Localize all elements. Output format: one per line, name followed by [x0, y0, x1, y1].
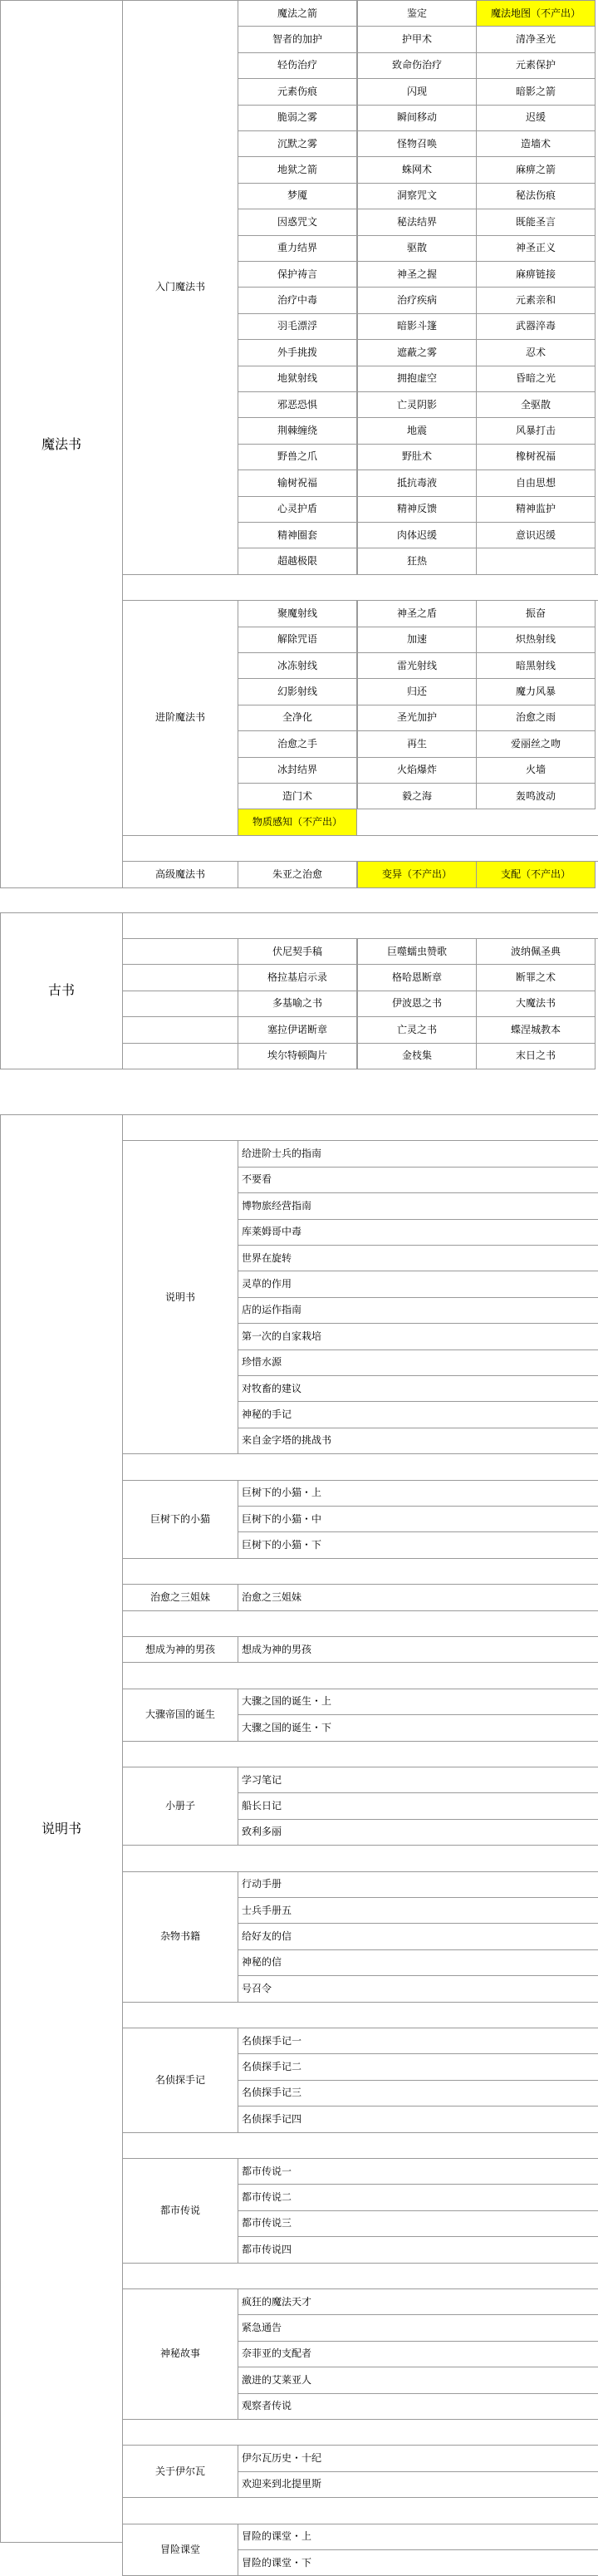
manual-item[interactable]: 疯狂的魔法天才 — [238, 2288, 598, 2315]
spell-cell[interactable]: 亡灵阴影 — [357, 391, 477, 418]
category-label[interactable]: 巨树下的小猫 — [122, 1480, 238, 1559]
spell-cell[interactable]: 造墙术 — [476, 130, 596, 157]
spell-cell[interactable]: 治愈之雨 — [476, 705, 596, 731]
spell-cell[interactable]: 火焰爆炸 — [357, 757, 477, 784]
spell-cell[interactable]: 风暴打击 — [476, 417, 596, 444]
spell-cell[interactable]: 火墙 — [476, 757, 596, 784]
spacer-row[interactable] — [122, 1662, 598, 1689]
manual-item[interactable]: 大骤之国的诞生・上 — [238, 1689, 598, 1715]
spell-cell[interactable]: 野肚术 — [357, 444, 477, 470]
book-cell[interactable]: 亡灵之书 — [357, 1016, 477, 1043]
category-label[interactable]: 小册子 — [122, 1767, 238, 1846]
book-cell[interactable]: 伏尼契手稿 — [238, 938, 357, 965]
spell-cell[interactable]: 毅之海 — [357, 783, 477, 809]
book-cell[interactable]: 蝶涅城教本 — [476, 1016, 596, 1043]
manual-item[interactable]: 名侦探手记三 — [238, 2080, 598, 2107]
spell-cell[interactable]: 暗影之箭 — [476, 78, 596, 105]
spacer-row[interactable] — [122, 2263, 598, 2289]
book-cell[interactable]: 波纳佩圣典 — [476, 938, 596, 965]
spell-cell[interactable]: 神圣正义 — [476, 235, 596, 262]
manual-item[interactable]: 不要看 — [238, 1167, 598, 1193]
category-label[interactable]: 进阶魔法书 — [122, 600, 238, 836]
manual-item[interactable]: 神秘的手记 — [238, 1401, 598, 1428]
spell-cell[interactable]: 麻痹之箭 — [476, 156, 596, 183]
manual-item[interactable]: 号召令 — [238, 1975, 598, 2002]
spell-cell[interactable]: 武器淬毒 — [476, 313, 596, 340]
book-cell[interactable]: 断罪之术 — [476, 964, 596, 991]
spacer-row[interactable] — [122, 2497, 598, 2524]
manual-item[interactable]: 来自金字塔的挑战书 — [238, 1428, 598, 1454]
manual-item[interactable]: 博物旅经营指南 — [238, 1192, 598, 1219]
spell-cell[interactable]: 既能圣言 — [476, 209, 596, 235]
manual-item[interactable]: 店的运作指南 — [238, 1297, 598, 1324]
manual-item[interactable]: 冒险的课堂・上 — [238, 2524, 598, 2550]
manual-item[interactable]: 学习笔记 — [238, 1767, 598, 1793]
spell-cell[interactable]: 驱散 — [357, 235, 477, 262]
book-cell[interactable]: 多基喻之书 — [238, 991, 357, 1017]
spell-cell[interactable]: 物质感知（不产出） — [238, 809, 357, 835]
category-label[interactable]: 入门魔法书 — [122, 0, 238, 575]
manual-item[interactable]: 行动手册 — [238, 1871, 598, 1898]
blank-cell[interactable] — [122, 991, 238, 1017]
spell-cell[interactable]: 全净化 — [238, 705, 357, 731]
manual-item[interactable]: 伊尔瓦历史・十纪 — [238, 2445, 598, 2471]
spell-cell[interactable]: 抵抗毒液 — [357, 469, 477, 496]
manual-item[interactable]: 巨树下的小猫・中 — [238, 1506, 598, 1532]
category-label[interactable]: 神秘故事 — [122, 2288, 238, 2420]
manual-item[interactable]: 巨树下的小猫・上 — [238, 1480, 598, 1507]
spell-cell[interactable]: 忍术 — [476, 339, 596, 366]
spell-cell[interactable]: 变异（不产出） — [357, 861, 477, 887]
spell-cell[interactable]: 超越极限 — [238, 548, 357, 574]
manual-item[interactable]: 观察者传说 — [238, 2393, 598, 2420]
spell-cell[interactable]: 振奋 — [476, 600, 596, 627]
book-cell[interactable]: 金枝集 — [357, 1043, 477, 1069]
spell-cell[interactable]: 迟缓 — [476, 105, 596, 131]
category-label[interactable]: 名侦探手记 — [122, 2028, 238, 2133]
manual-item[interactable]: 致利多丽 — [238, 1819, 598, 1846]
manual-item[interactable]: 给好友的信 — [238, 1923, 598, 1949]
spell-cell[interactable]: 加速 — [357, 627, 477, 653]
spell-cell[interactable]: 脆弱之雾 — [238, 105, 357, 131]
spell-cell[interactable]: 智者的加护 — [238, 26, 357, 52]
manual-item[interactable]: 第一次的自家栽培 — [238, 1323, 598, 1349]
section-label[interactable]: 魔法书 — [0, 0, 123, 888]
spell-cell[interactable]: 精神监护 — [476, 496, 596, 523]
spell-cell[interactable]: 因惑咒文 — [238, 209, 357, 235]
manual-item[interactable]: 激进的艾莱亚人 — [238, 2367, 598, 2393]
book-cell[interactable]: 格哈恩断章 — [357, 964, 477, 991]
manual-item[interactable]: 给进阶士兵的指南 — [238, 1140, 598, 1167]
manual-item[interactable]: 名侦探手记二 — [238, 2053, 598, 2080]
spell-cell[interactable]: 邪恶恐惧 — [238, 391, 357, 418]
spell-cell[interactable]: 自由思想 — [476, 469, 596, 496]
manual-item[interactable]: 珍惜水源 — [238, 1349, 598, 1376]
spell-cell[interactable]: 解除咒语 — [238, 627, 357, 653]
spell-cell[interactable]: 重力结界 — [238, 235, 357, 262]
spell-cell[interactable]: 输树祝福 — [238, 469, 357, 496]
spell-cell[interactable]: 治愈之手 — [238, 730, 357, 757]
manual-item[interactable]: 船长日记 — [238, 1792, 598, 1819]
spacer-row[interactable] — [122, 2002, 598, 2028]
spell-cell[interactable]: 秘法伤痕 — [476, 183, 596, 209]
spell-cell[interactable]: 全驱散 — [476, 391, 596, 418]
spacer-row[interactable] — [122, 1453, 598, 1480]
spell-cell[interactable]: 秘法结界 — [357, 209, 477, 235]
spell-cell[interactable]: 暗黑射线 — [476, 652, 596, 679]
spell-cell[interactable]: 炽热射线 — [476, 627, 596, 653]
spell-cell[interactable]: 羽毛漂浮 — [238, 313, 357, 340]
spell-cell[interactable]: 造门术 — [238, 783, 357, 809]
book-cell[interactable]: 巨噬蠕虫赞歌 — [357, 938, 477, 965]
category-label[interactable]: 说明书 — [122, 1140, 238, 1454]
spell-cell[interactable]: 致命伤治疗 — [357, 52, 477, 79]
category-label[interactable]: 关于伊尔瓦 — [122, 2445, 238, 2498]
spell-cell[interactable]: 护甲术 — [357, 26, 477, 52]
spell-cell[interactable] — [476, 548, 596, 574]
spacer-row[interactable] — [122, 1114, 598, 1141]
spell-cell[interactable]: 麻痹链接 — [476, 261, 596, 288]
manual-item[interactable]: 都市传说一 — [238, 2158, 598, 2185]
spell-cell[interactable]: 地狱之箭 — [238, 156, 357, 183]
spell-cell[interactable]: 朱亚之治愈 — [238, 861, 357, 887]
book-cell[interactable]: 埃尔特顿陶片 — [238, 1043, 357, 1069]
blank-cell[interactable] — [122, 1016, 238, 1043]
category-label[interactable]: 高级魔法书 — [122, 861, 238, 887]
spell-cell[interactable]: 沉默之雾 — [238, 130, 357, 157]
spell-cell[interactable]: 支配（不产出） — [476, 861, 596, 887]
spell-cell[interactable]: 聚魔射线 — [238, 600, 357, 627]
spell-cell[interactable]: 橡树祝福 — [476, 444, 596, 470]
spacer-row[interactable] — [122, 1845, 598, 1871]
manual-item[interactable]: 世界在旋转 — [238, 1245, 598, 1271]
spell-cell[interactable]: 幻影射线 — [238, 678, 357, 705]
spell-cell[interactable]: 洞察咒文 — [357, 183, 477, 209]
spacer-row[interactable] — [122, 2419, 598, 2446]
manual-item[interactable]: 都市传说三 — [238, 2210, 598, 2237]
spell-cell[interactable]: 魔法地图（不产出） — [476, 0, 596, 27]
spacer-row[interactable] — [122, 1741, 598, 1767]
spell-cell[interactable]: 轰鸣波动 — [476, 783, 596, 809]
spell-cell[interactable]: 魔力风暴 — [476, 678, 596, 705]
spell-cell[interactable]: 瞬间移动 — [357, 105, 477, 131]
spell-cell[interactable]: 蛛网术 — [357, 156, 477, 183]
spell-cell[interactable]: 魔法之箭 — [238, 0, 357, 27]
spell-cell[interactable]: 荆棘缠绕 — [238, 417, 357, 444]
spell-cell[interactable]: 冰封结界 — [238, 757, 357, 784]
spell-cell[interactable]: 轻伤治疗 — [238, 52, 357, 79]
manual-item[interactable]: 大骤之国的诞生・下 — [238, 1714, 598, 1741]
manual-item[interactable]: 都市传说四 — [238, 2236, 598, 2263]
spell-cell[interactable]: 精神圈套 — [238, 522, 357, 548]
spell-cell[interactable]: 元素伤痕 — [238, 78, 357, 105]
manual-item[interactable]: 治愈之三姐妹 — [238, 1584, 598, 1610]
spacer-row[interactable] — [122, 2132, 598, 2159]
spell-cell[interactable]: 狂热 — [357, 548, 477, 574]
spell-cell[interactable]: 地震 — [357, 417, 477, 444]
blank-cell[interactable] — [122, 1043, 238, 1069]
spell-cell[interactable]: 再生 — [357, 730, 477, 757]
category-label[interactable]: 冒险课堂 — [122, 2524, 238, 2576]
manual-item[interactable]: 冒险的课堂・下 — [238, 2549, 598, 2576]
spell-cell[interactable]: 暗影斗篷 — [357, 313, 477, 340]
spell-cell[interactable]: 爱丽丝之吻 — [476, 730, 596, 757]
manual-item[interactable]: 灵草的作用 — [238, 1271, 598, 1297]
spell-cell[interactable]: 闪现 — [357, 78, 477, 105]
spell-cell[interactable]: 地狱射线 — [238, 366, 357, 392]
category-label[interactable]: 治愈之三姐妹 — [122, 1584, 238, 1610]
spell-cell[interactable]: 元素保护 — [476, 52, 596, 79]
spell-cell[interactable]: 归还 — [357, 678, 477, 705]
spell-cell[interactable]: 雷光射线 — [357, 652, 477, 679]
manual-item[interactable]: 士兵手册五 — [238, 1897, 598, 1924]
manual-item[interactable]: 想成为神的男孩 — [238, 1636, 598, 1663]
book-cell[interactable]: 大魔法书 — [476, 991, 596, 1017]
category-label[interactable]: 都市传说 — [122, 2158, 238, 2264]
spell-cell[interactable]: 外手挑拨 — [238, 339, 357, 366]
spell-cell[interactable]: 鉴定 — [357, 0, 477, 27]
section-label[interactable]: 说明书 — [0, 1114, 123, 2543]
spell-cell[interactable]: 意识迟缓 — [476, 522, 596, 548]
manual-item[interactable]: 库莱姆哥中毒 — [238, 1219, 598, 1246]
section-label[interactable]: 古书 — [0, 912, 123, 1069]
spell-cell[interactable]: 心灵护盾 — [238, 496, 357, 523]
manual-item[interactable]: 都市传说二 — [238, 2184, 598, 2210]
manual-item[interactable]: 名侦探手记一 — [238, 2028, 598, 2054]
spell-cell[interactable]: 昏暗之光 — [476, 366, 596, 392]
spell-cell[interactable]: 野兽之爪 — [238, 444, 357, 470]
category-label[interactable]: 杂物书籍 — [122, 1871, 238, 2003]
manual-item[interactable]: 神秘的信 — [238, 1949, 598, 1976]
spell-cell[interactable]: 神圣之盾 — [357, 600, 477, 627]
manual-item[interactable]: 奈菲亚的支配者 — [238, 2341, 598, 2367]
category-label[interactable]: 想成为神的男孩 — [122, 1636, 238, 1663]
manual-item[interactable]: 欢迎来到北提里斯 — [238, 2471, 598, 2498]
spell-cell[interactable]: 冰冻射线 — [238, 652, 357, 679]
book-cell[interactable]: 格拉基启示录 — [238, 964, 357, 991]
spell-cell[interactable]: 梦魇 — [238, 183, 357, 209]
spell-cell[interactable]: 怪物召唤 — [357, 130, 477, 157]
spell-cell[interactable]: 圣光加护 — [357, 705, 477, 731]
book-cell[interactable]: 末日之书 — [476, 1043, 596, 1069]
manual-item[interactable]: 对牧畜的建议 — [238, 1375, 598, 1402]
spell-cell[interactable]: 肉体迟缓 — [357, 522, 477, 548]
blank-cell[interactable] — [122, 964, 238, 991]
spacer-row[interactable] — [122, 574, 598, 601]
spell-cell[interactable]: 神圣之握 — [357, 261, 477, 288]
spell-cell[interactable]: 清净圣光 — [476, 26, 596, 52]
spacer-row[interactable] — [122, 912, 598, 939]
book-cell[interactable]: 伊波恩之书 — [357, 991, 477, 1017]
spell-cell[interactable]: 治疗中毒 — [238, 287, 357, 313]
category-label[interactable]: 大骤帝国的诞生 — [122, 1689, 238, 1742]
blank-cell[interactable] — [122, 938, 238, 965]
spell-cell[interactable]: 拥抱虚空 — [357, 366, 477, 392]
spell-cell[interactable]: 元素亲和 — [476, 287, 596, 313]
spell-cell[interactable]: 遮蔽之雾 — [357, 339, 477, 366]
spacer-row[interactable] — [122, 835, 598, 862]
book-cell[interactable]: 塞拉伊诺断章 — [238, 1016, 357, 1043]
spacer-row[interactable] — [122, 1610, 598, 1637]
manual-item[interactable]: 紧急通告 — [238, 2314, 598, 2341]
spell-cell[interactable]: 精神反馈 — [357, 496, 477, 523]
manual-item[interactable]: 名侦探手记四 — [238, 2106, 598, 2132]
spell-cell[interactable]: 治疗疾病 — [357, 287, 477, 313]
manual-item[interactable]: 巨树下的小猫・下 — [238, 1531, 598, 1558]
spell-cell[interactable]: 保护祷言 — [238, 261, 357, 288]
spacer-row[interactable] — [122, 1558, 598, 1585]
